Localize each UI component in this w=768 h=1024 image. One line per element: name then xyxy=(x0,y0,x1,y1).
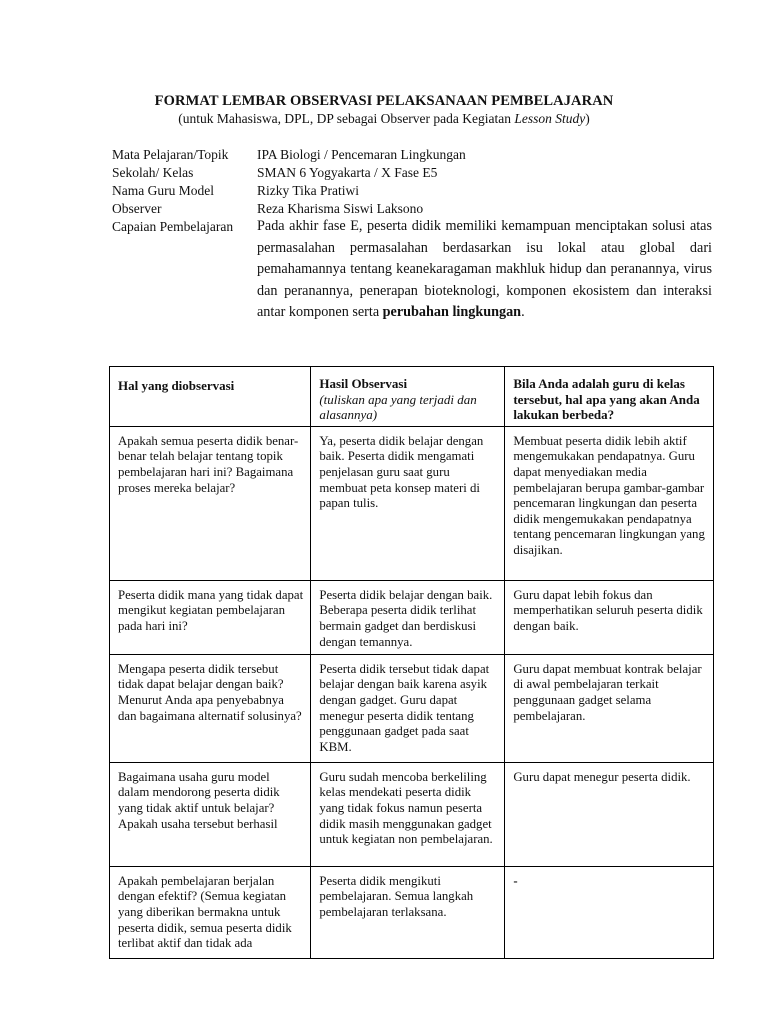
document-title: FORMAT LEMBAR OBSERVASI PELAKSANAAN PEMBELAJARAN xyxy=(154,93,614,109)
subtitle-text: (untuk Mahasiswa, DPL, DP sebagai Observer pada Kegiatan xyxy=(178,111,515,126)
table-row xyxy=(110,580,714,654)
document-subtitle xyxy=(0,111,768,127)
learning-outcome-bold: perubahan lingkungan xyxy=(382,304,522,320)
cell-different: Guru dapat membuat kontrak belajar di awal pembelajaran terkait penggunaan gadget selama pembelajaran. xyxy=(505,654,714,762)
cell-result: Peserta didik belajar dengan baik. Beberapa peserta didik terlihat bermain gadget dan berdiskusi dengan temannya. xyxy=(311,580,505,654)
table-row xyxy=(110,762,714,866)
cell-question: Bagaimana usaha guru model dalam mendorong peserta didik yang tidak aktif untuk belajar? Apakah usaha tersebut berhasil xyxy=(110,762,311,866)
info-key: Nama Guru Model xyxy=(112,183,214,198)
cell-question: Apakah pembelajaran berjalan dengan efektif? (Semua kegiatan yang diberikan bermakna untuk peserta didik, semua peserta didik terlibat aktif dan tidak ada xyxy=(110,866,311,958)
cell-question: Peserta didik mana yang tidak dapat mengikut kegiatan pembelajaran pada hari ini? xyxy=(110,580,311,654)
cell-result: Ya, peserta didik belajar dengan baik. Peserta didik mengamati penjelasan guru saat guru membuat peta konsep materi di papan tulis. xyxy=(311,426,505,580)
learning-outcome-text xyxy=(257,216,712,324)
cell-different: Guru dapat menegur peserta didik. xyxy=(505,762,714,866)
info-row-subject xyxy=(112,146,712,164)
info-value: IPA Biologi / Pencemaran Lingkungan xyxy=(257,147,466,162)
cell-question: Mengapa peserta didik tersebut tidak dapat belajar dengan baik? Menurut Anda apa penyebabnya dan bagaimana alternatif solusinya? xyxy=(110,654,311,762)
header-different: Bila Anda adalah guru di kelas tersebut, hal apa yang akan Anda lakukan berbeda? xyxy=(505,367,714,427)
cell-result: Peserta didik tersebut tidak dapat belajar dengan baik karena asyik dengan gadget. Guru dapat menegur peserta didik tentang penggunaan gadget pada saat KBM. xyxy=(311,654,505,762)
info-key: Capaian Pembelajaran xyxy=(112,219,234,234)
observation-table xyxy=(109,366,714,959)
subtitle-close: ) xyxy=(585,111,590,126)
learning-outcome-body: Pada akhir fase E, peserta didik memiliki kemampuan menciptakan solusi atas permasalahan permasalahan berdasarkan isu lokal atau global dari pemahamannya tentang keanekaragaman makhluk hidup dan peranannya, virus dan peranannya, penerapan bioteknologi, komponen ekosistem dan interaksi antar komponen serta xyxy=(257,218,712,320)
table-row xyxy=(110,866,714,958)
header-result-label: Hasil Observasi xyxy=(319,376,408,391)
cell-different: - xyxy=(505,866,714,958)
header-observed: Hal yang diobservasi xyxy=(110,367,311,427)
info-value: SMAN 6 Yogyakarta / X Fase E5 xyxy=(257,165,438,180)
subtitle-italic: Lesson Study xyxy=(514,111,586,126)
cell-different: Guru dapat lebih fokus dan memperhatikan seluruh peserta didik dengan baik. xyxy=(505,580,714,654)
cell-different: Membuat peserta didik lebih aktif mengemukakan pendapatnya. Guru dapat menyediakan media pembelajaran berupa gambar-gambar pencemaran lingkungan dan peserta didik mengemukakan pendapatnya tentang pencemaran lingkungan yang disajikan. xyxy=(505,426,714,580)
info-block xyxy=(112,146,712,324)
table-row xyxy=(110,654,714,762)
info-key: Observer xyxy=(112,201,162,216)
cell-question: Apakah semua peserta didik benar-benar telah belajar tentang topik pembelajaran hari ini? Bagaimana proses mereka belajar? xyxy=(110,426,311,580)
header-result xyxy=(311,367,505,427)
header-result-note: (tuliskan apa yang terjadi dan alasannya) xyxy=(319,391,477,423)
info-row-teacher xyxy=(112,182,712,200)
cell-result: Peserta didik mengikuti pembelajaran. Semua langkah pembelajaran terlaksana. xyxy=(311,866,505,958)
info-value: Reza Kharisma Siswi Laksono xyxy=(257,201,424,216)
table-row xyxy=(110,426,714,580)
info-row-learning-outcome xyxy=(112,218,712,324)
cell-result: Guru sudah mencoba berkeliling kelas mendekati peserta didik yang tidak fokus namun peserta didik masih menggunakan gadget untuk kegiatan non pembelajaran. xyxy=(311,762,505,866)
info-row-school xyxy=(112,164,712,182)
learning-outcome-end: . xyxy=(521,304,525,320)
info-value: Rizky Tika Pratiwi xyxy=(257,183,360,198)
table-header-row xyxy=(110,367,714,427)
info-key: Mata Pelajaran/Topik xyxy=(112,147,229,162)
info-key: Sekolah/ Kelas xyxy=(112,165,194,180)
